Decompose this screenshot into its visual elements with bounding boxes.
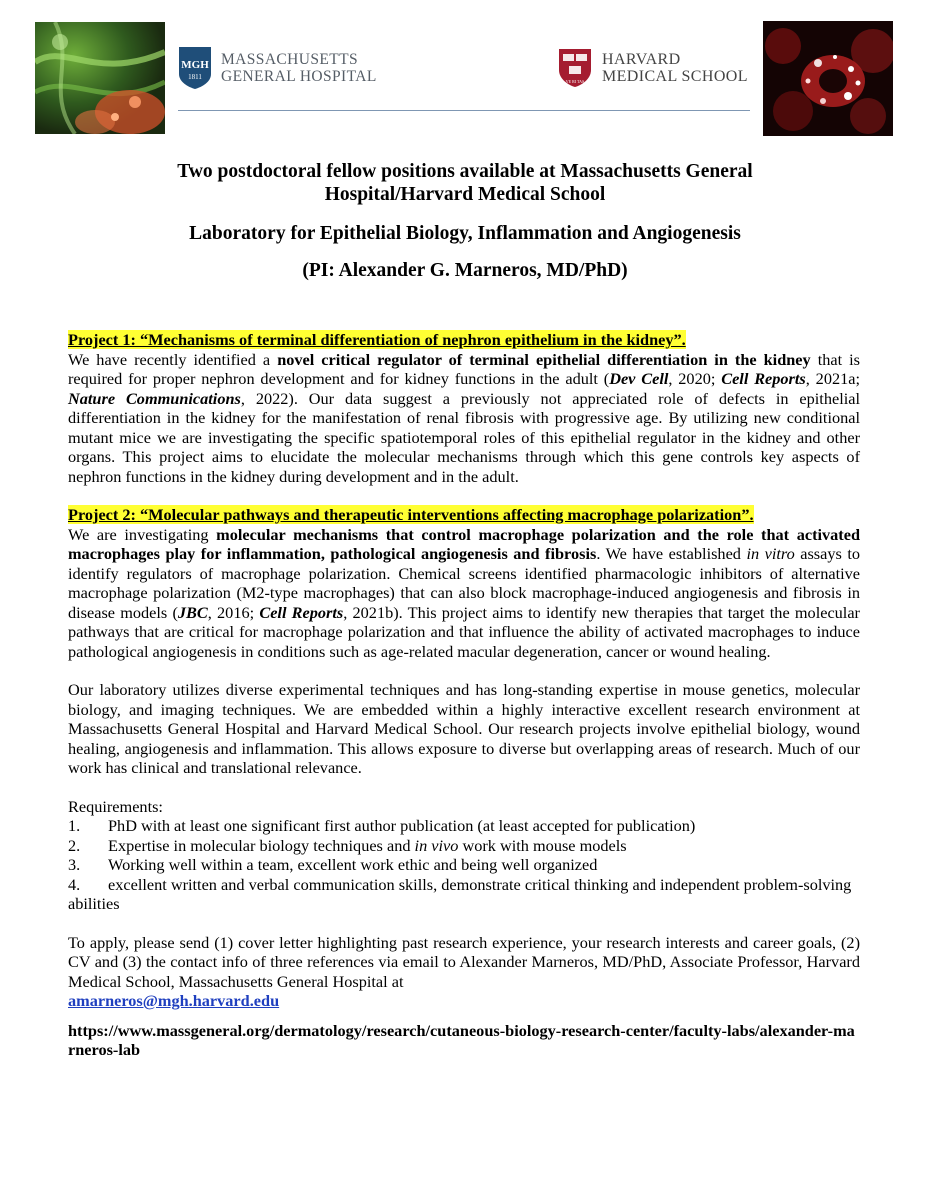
- document-body: [68, 330, 860, 1060]
- project2-section: [68, 505, 860, 661]
- mgh-logo-line1: MASSACHUSETTS: [221, 51, 358, 68]
- header-divider: [178, 110, 750, 111]
- hms-logo-line1: HARVARD: [602, 51, 681, 68]
- mgh-logo: [178, 46, 377, 90]
- list-item: 1. PhD with at least one significant first author publication (at least accepted for publication): [68, 816, 696, 835]
- hms-logo: [558, 48, 748, 88]
- lab-url-link[interactable]: https://www.massgeneral.org/dermatology/research/cutaneous-biology-research-center/faculty-labs/alexander-marneros-lab: [68, 1020, 855, 1059]
- lab-description: Our laboratory utilizes diverse experimental techniques and has long-standing expertise in mouse genetics, molecular biology, and imaging techniques. We are embedded within a highly interactive excellent research environment at Massachusetts General Hospital and Harvard Medical School. Our research projects involve epithelial biology, wound healing, angiogenesis and inflammation. This allows exposure to diverse but overlapping areas of research. Much of our work has clinical and translational relevance.: [68, 680, 860, 777]
- project1-heading: Project 1: “Mechanisms of terminal differentiation of nephron epithelium in the kidney”.: [68, 330, 686, 349]
- email-link[interactable]: amarneros@mgh.harvard.edu: [68, 991, 280, 1010]
- requirements-heading: Requirements:: [68, 796, 163, 816]
- apply-text: To apply, please send (1) cover letter highlighting past research experience, your research interests and career goals, (2) CV and (3) the contact info of three references via email to Alexander Marneros, MD/PhD, Associate Professor, Harvard Medical School, Massachusetts General Hospital at: [68, 932, 860, 991]
- project1-section: [68, 330, 860, 486]
- title-block: [70, 160, 860, 282]
- mgh-shield-icon: [178, 46, 212, 90]
- list-item: 2. Expertise in molecular biology techniques and in vivo work with mouse models: [68, 835, 627, 855]
- lab-description-section: [68, 680, 860, 778]
- requirements-list: [68, 816, 860, 914]
- page-title-line2: Hospital/Harvard Medical School: [324, 184, 606, 205]
- project1-text: We have recently identified a novel critical regulator of terminal epithelial differentiation in the kidney that is required for proper nephron development and for kidney functions in the adult (Dev Cell, 2020; Cell Reports, 2021a; Nature Communications, 2022). Our data suggest a previously not appreciated role of defects in epithelial differentiation in the kidney for the manifestation of renal fibrosis with progressive age. By utilizing new conditional mutant mice we are investigating the specific spatiotemporal roles of this epithelial regulator in the kidney and other organs. This project aims to elucidate the molecular mechanisms through which this gene controls key aspects of nephron functions in the kidney during development and in the adult.: [68, 349, 861, 486]
- pi-line: (PI: Alexander G. Marneros, MD/PhD): [302, 260, 628, 281]
- apply-section: [68, 933, 860, 1011]
- hms-shield-icon: [558, 48, 592, 88]
- requirements-section: [68, 797, 860, 914]
- list-item: 4. excellent written and verbal communication skills, demonstrate critical thinking and independent problem-solving abilities: [68, 874, 852, 913]
- project2-text: We are investigating molecular mechanisms that control macrophage polarization and the role that activated macrophages play for inflammation, pathological angiogenesis and fibrosis. We have established in vitro assays to identify regulators of macrophage polarization. Chemical screens identified pharmacologic inhibitors of alternative macrophage polarization (M2-type macrophages) that can also block macrophage-induced angiogenesis and fibrosis in disease models (JBC, 2016; Cell Reports, 2021b). This project aims to identify new therapies that target the molecular pathways that are critical for macrophage polarization and that influence the ability of activated macrophages to induce pathological angiogenesis in conditions such as age-related macular degeneration, cancer or wound healing.: [68, 524, 861, 661]
- kidney-microscopy-image: [35, 22, 165, 134]
- lab-title: Laboratory for Epithelial Biology, Inflammation and Angiogenesis: [189, 223, 741, 244]
- svg-text:VE RI TAS: VE RI TAS: [565, 79, 585, 84]
- project2-heading: Project 2: “Molecular pathways and therapeutic interventions affecting macrophage polarization”.: [68, 505, 754, 524]
- svg-text:MGH: MGH: [181, 59, 209, 71]
- list-item: 3. Working well within a team, excellent work ethic and being well organized: [68, 855, 598, 874]
- page-title-line1: Two postdoctoral fellow positions available at Massachusetts General: [177, 161, 753, 182]
- mgh-logo-line2: GENERAL HOSPITAL: [221, 68, 377, 85]
- hms-logo-line2: MEDICAL SCHOOL: [602, 68, 748, 85]
- svg-text:1811: 1811: [188, 73, 202, 81]
- macrophage-microscopy-image: [763, 21, 893, 136]
